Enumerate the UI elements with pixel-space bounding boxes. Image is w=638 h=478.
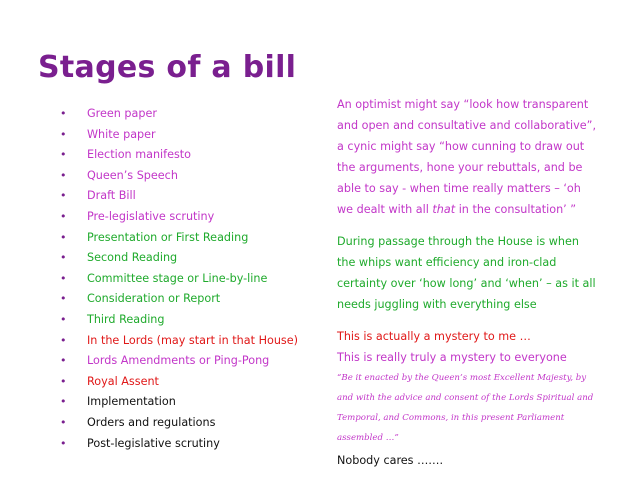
bullet-icon: • — [60, 209, 67, 223]
bullet-icon: • — [60, 230, 67, 244]
stage-item — [60, 269, 298, 290]
stage-item — [60, 228, 298, 249]
stage-label: White paper — [87, 127, 156, 141]
passage-note: During passage through the House is when the whips want efficiency and iron-clad certainty over ‘how long’ and ‘when’ – as it all needs juggling with everything else — [337, 235, 596, 311]
stage-label: In the Lords (may start in that House) — [87, 333, 298, 347]
stage-label: Committee stage or Line-by-line — [87, 271, 268, 285]
stage-item — [60, 331, 298, 352]
lords-mystery-note: This is actually a mystery to me … — [337, 330, 531, 343]
stage-item — [60, 166, 298, 187]
stage-label: Green paper — [87, 107, 157, 120]
optimist-emphasis: that — [432, 203, 456, 216]
stage-label: Implementation — [87, 395, 176, 409]
stage-item — [60, 207, 298, 228]
stage-item — [60, 248, 298, 269]
bullet-icon: • — [60, 168, 67, 182]
stage-item — [60, 186, 298, 207]
bullet-icon: • — [60, 189, 67, 203]
stage-item — [60, 372, 298, 393]
optimist-text-end: in the consultation’ ” — [455, 203, 577, 216]
stage-item — [60, 104, 298, 125]
enacting-formula: “Be it enacted by the Queen’s most Excellent Majesty, by and with the advice and consent of the Lords Spiritual and Temporal, and Commons, in this present Parliament assembled …” — [337, 373, 594, 443]
bullet-icon: • — [60, 292, 67, 306]
bullet-icon: • — [60, 312, 67, 326]
commentary-panel — [337, 94, 597, 471]
stage-label: Queen’s Speech — [87, 168, 178, 182]
stage-item — [60, 392, 298, 413]
stage-item — [60, 145, 298, 166]
stage-label: Election manifesto — [87, 148, 192, 162]
stage-label: Presentation or First Reading — [87, 230, 249, 244]
stage-label: Consideration or Report — [87, 292, 221, 306]
bullet-icon: • — [60, 374, 67, 388]
bullet-icon: • — [60, 395, 67, 409]
stage-label: Post-legislative scrutiny — [87, 436, 220, 450]
optimist-text: An optimist might say “look how transparent and open and consultative and collaborative”, a cynic might say “how cunning to draw out the arguments, hone your rebuttals, and be able to say - when time really matters – ‘oh we dealt with all — [337, 98, 597, 216]
optimist-cynic-note — [337, 94, 597, 220]
stage-label: Second Reading — [87, 251, 178, 265]
bullet-icon: • — [60, 354, 67, 368]
stage-label: Royal Assent — [87, 374, 159, 388]
bullet-icon: • — [60, 251, 67, 265]
stage-item — [60, 351, 298, 372]
stage-label: Lords Amendments or Ping-Pong — [87, 354, 270, 368]
stage-label: Third Reading — [87, 312, 165, 326]
stage-item — [60, 434, 298, 455]
stage-item — [60, 125, 298, 146]
bullet-icon: • — [60, 127, 67, 141]
bullet-icon: • — [60, 107, 67, 120]
stage-label: Draft Bill — [87, 189, 136, 203]
bullet-icon: • — [60, 333, 67, 347]
stage-label: Pre-legislative scrutiny — [87, 209, 215, 223]
slide-title: Stages of a bill — [38, 50, 297, 85]
stage-item — [60, 413, 298, 434]
bullet-icon: • — [60, 271, 67, 285]
stage-item — [60, 289, 298, 310]
bullet-icon: • — [60, 415, 67, 429]
stage-label: Orders and regulations — [87, 415, 216, 429]
pingpong-mystery-note: This is really truly a mystery to everyone — [337, 351, 567, 364]
bullet-icon: • — [60, 436, 67, 450]
bullet-icon: • — [60, 148, 67, 162]
nobody-cares-note: Nobody cares ……. — [337, 454, 443, 467]
stage-item — [60, 310, 298, 331]
bill-stages-list — [60, 104, 298, 454]
